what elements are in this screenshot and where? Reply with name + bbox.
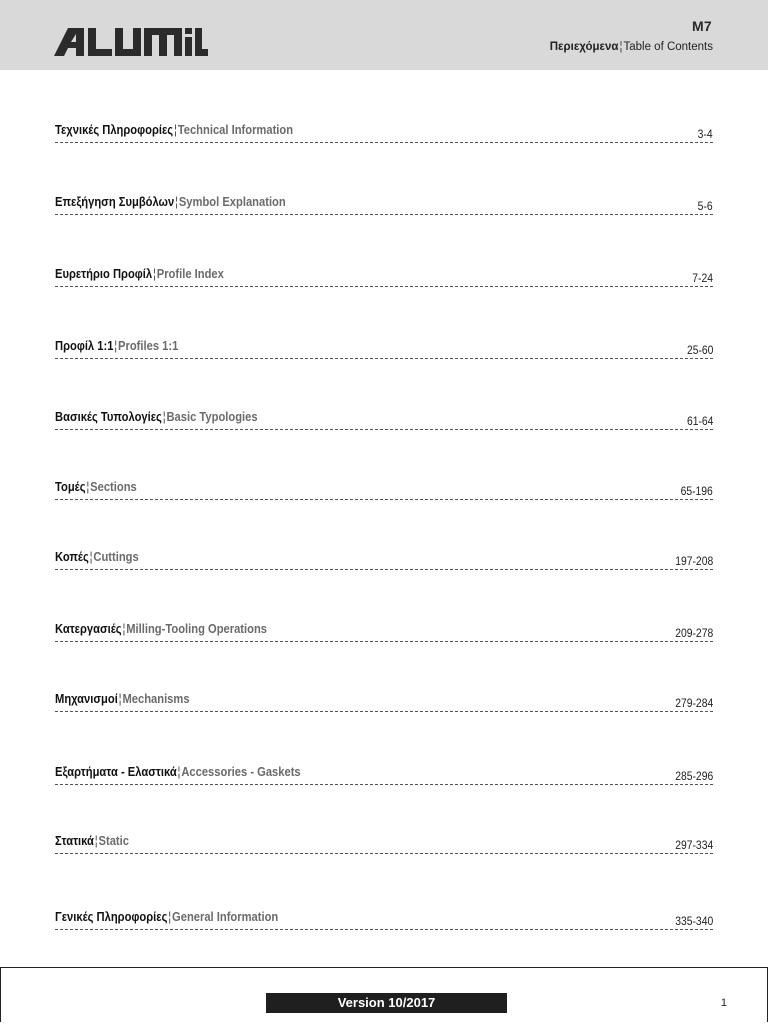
toc-entry[interactable] [55, 547, 713, 570]
toc-entry-greek: Τομές [55, 479, 86, 494]
toc-entry-pages: 335-340 [675, 916, 713, 928]
toc-entry-separator: ¦ [86, 479, 90, 494]
toc-entry-label [55, 764, 301, 779]
series-code: M7 [691, 18, 712, 34]
document-title [550, 41, 713, 53]
toc-entry-english: Basic Typologies [166, 409, 258, 424]
toc-entry-separator: ¦ [122, 621, 126, 636]
toc-entry-greek: Στατικά [55, 833, 94, 848]
toc-entry[interactable] [55, 619, 713, 642]
toc-entry-separator: ¦ [173, 122, 177, 137]
toc-entry[interactable] [55, 689, 713, 712]
page-header [0, 0, 768, 70]
toc-entry-pages: 197-208 [675, 556, 713, 568]
toc-entry-separator: ¦ [94, 833, 98, 848]
toc-entry-english: Milling-Tooling Operations [126, 621, 268, 636]
toc-entry-pages: 7-24 [692, 273, 713, 285]
version-label: Version 10/2017 [266, 993, 507, 1013]
toc-entry-english: Profile Index [156, 266, 224, 281]
toc-entry[interactable] [55, 762, 713, 785]
toc-entry-pages: 297-334 [675, 840, 713, 852]
toc-entry-english: Sections [90, 479, 137, 494]
toc-entry-pages: 25-60 [686, 345, 713, 357]
toc-entry-separator: ¦ [89, 549, 93, 564]
toc-entry-separator: ¦ [152, 266, 156, 281]
toc-entry-english: Mechanisms [122, 691, 190, 706]
toc-entry-greek: Προφίλ 1:1 [55, 338, 114, 353]
toc-entry-pages: 3-4 [698, 129, 713, 141]
toc-entry-separator: ¦ [177, 764, 181, 779]
toc-entry-english: Accessories - Gaskets [181, 764, 301, 779]
page-footer [0, 967, 768, 1022]
toc-entry[interactable] [55, 831, 713, 854]
toc-entry-greek: Τεχνικές Πληροφορίες [55, 122, 174, 137]
toc-entry[interactable] [55, 336, 713, 359]
toc-entry[interactable] [55, 477, 713, 500]
toc-entry-label [55, 833, 129, 848]
toc-entry-english: Profiles 1:1 [118, 338, 179, 353]
toc-entry-greek: Μηχανισμοί [55, 691, 118, 706]
toc-entry-pages: 285-296 [675, 771, 713, 783]
toc-entry-label [55, 621, 267, 636]
toc-entry-pages: 61-64 [686, 416, 713, 428]
toc-entry-separator: ¦ [162, 409, 166, 424]
toc-entry-label [55, 909, 278, 924]
toc-entry-label [55, 122, 293, 137]
toc-entry[interactable] [55, 407, 713, 430]
alumil-logo [54, 24, 208, 58]
title-greek: Περιεχόμενα [549, 41, 619, 53]
toc-entry-label [55, 479, 137, 494]
toc-entry-pages: 5-6 [698, 201, 713, 213]
toc-entry-english: Technical Information [177, 122, 294, 137]
toc-entry-separator: ¦ [118, 691, 122, 706]
toc-entry[interactable] [55, 264, 713, 287]
toc-entry-separator: ¦ [175, 194, 178, 209]
toc-entry[interactable] [55, 192, 713, 215]
toc-entry-english: Static [98, 833, 129, 848]
toc-entry-greek: Επεξήγηση Συμβόλων [55, 194, 175, 209]
toc-entry-label [55, 266, 224, 281]
toc-entry-english: Symbol Explanation [178, 194, 286, 209]
toc-entry-label [55, 194, 286, 209]
toc-entry-english: General Information [172, 909, 279, 924]
toc-entry-greek: Βασικές Τυπολογίες [55, 409, 162, 424]
toc-entry-separator: ¦ [114, 338, 118, 353]
toc-entry-separator: ¦ [168, 909, 172, 924]
toc-entry-greek: Γενικές Πληροφορίες [55, 909, 168, 924]
toc-entry-greek: Εξαρτήματα - Ελαστικά [55, 764, 177, 779]
page-number: 1 [720, 997, 727, 1009]
toc-entry-pages: 279-284 [675, 698, 713, 710]
toc-entry-english: Cuttings [93, 549, 139, 564]
toc-entry-pages: 65-196 [680, 486, 713, 498]
title-english: Table of Contents [623, 41, 713, 53]
toc-entry-label [55, 549, 139, 564]
toc-entry-greek: Κατεργασιές [55, 621, 122, 636]
toc-entry-greek: Ευρετήριο Προφίλ [55, 266, 153, 281]
toc-entry-label [55, 691, 190, 706]
toc-entry[interactable] [55, 120, 713, 143]
toc-entry-label [55, 338, 178, 353]
title-separator: ¦ [619, 41, 623, 53]
toc-entry[interactable] [55, 907, 713, 930]
toc-entry-label [55, 409, 258, 424]
toc-entry-greek: Κοπές [55, 549, 89, 564]
toc-entry-pages: 209-278 [675, 628, 713, 640]
